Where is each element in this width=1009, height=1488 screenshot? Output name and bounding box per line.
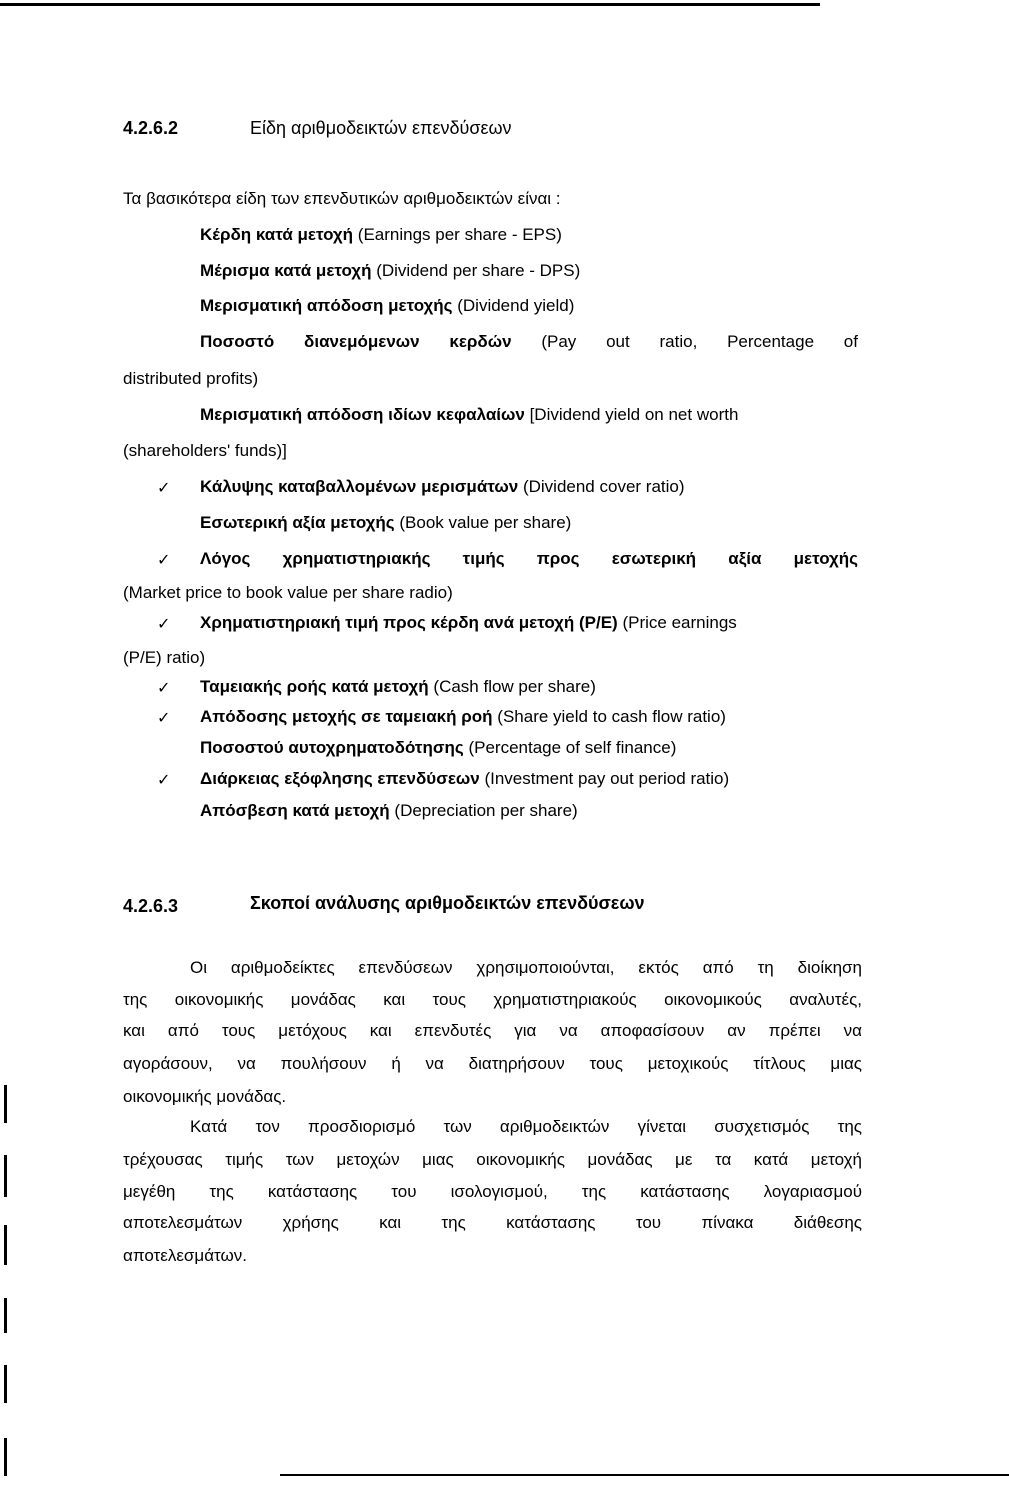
- item-english: (Dividend cover ratio): [522, 477, 685, 496]
- section-number: 4.2.6.2: [123, 118, 179, 138]
- checkmark-icon: ✓: [157, 772, 171, 789]
- item-english: (Dividend per share - DPS): [376, 261, 581, 280]
- intro-text: Τα βασικότερα είδη των επενδυτικών αριθμοδεικτών είναι :: [123, 189, 561, 208]
- item-greek: Κάλυψης καταβαλλομένων μερισμάτων: [200, 477, 519, 496]
- item-greek: Απόσβεση κατά μετοχή: [200, 801, 390, 820]
- checkmark-icon: ✓: [157, 616, 171, 633]
- checkmark-icon: ✓: [157, 710, 171, 727]
- section-title: Είδη αριθμοδεικτών επενδύσεων: [250, 118, 512, 138]
- item-greek: Μέρισμα κατά μετοχή: [200, 261, 372, 280]
- item-greek: Κέρδη κατά μετοχή: [200, 225, 354, 244]
- list-item: [200, 332, 858, 352]
- item-english: (Investment pay out period ratio): [484, 769, 730, 788]
- item-greek: Μερισματική απόδοση μετοχής: [200, 296, 453, 315]
- paragraph-line: αποτελεσμάτων.: [123, 1246, 247, 1265]
- list-item-continuation: distributed profits): [123, 369, 259, 388]
- item-greek: Ταμειακής ροής κατά μετοχή: [200, 677, 429, 696]
- list-item: [200, 801, 578, 821]
- paragraph-line: Κατά τον προσδιορισμό των αριθμοδεικτών γίνεται συσχετισμός της: [190, 1117, 862, 1136]
- list-item-continuation: (P/E) ratio): [123, 648, 206, 667]
- item-english: (Cash flow per share): [433, 677, 596, 696]
- list-item: [200, 613, 737, 633]
- paragraph-line: αποτελεσμάτων χρήσης και της κατάστασης του πίνακα διάθεσης: [123, 1213, 862, 1232]
- list-item-continuation: (Market price to book value per share radio): [123, 583, 453, 602]
- list-item: [200, 513, 571, 533]
- margin-mark: [4, 1438, 7, 1476]
- list-item: [200, 707, 726, 727]
- list-item: [200, 677, 596, 697]
- margin-mark: [4, 1085, 7, 1123]
- checkmark-icon: ✓: [157, 680, 171, 697]
- list-item-greek: Λόγος χρηματιστηριακής τιμής προς εσωτερική αξία μετοχής: [200, 549, 858, 568]
- section-title: Σκοποί ανάλυσης αριθμοδεικτών επενδύσεων: [250, 893, 645, 913]
- checkmark-icon: ✓: [157, 552, 171, 569]
- item-english: (Price earnings: [622, 613, 737, 632]
- item-english: (Book value per share): [399, 513, 572, 532]
- item-greek: Απόδοσης μετοχής σε ταμειακή ροή: [200, 707, 493, 726]
- list-item: [200, 769, 729, 789]
- list-item: [200, 225, 562, 245]
- item-greek: Χρηματιστηριακή τιμή προς κέρδη ανά μετοχή (P/E): [200, 613, 618, 632]
- list-item: [200, 405, 738, 425]
- list-item: [200, 296, 574, 316]
- paragraph-line: Οι αριθμοδείκτες επενδύσεων χρησιμοποιούνται, εκτός από τη διοίκηση: [190, 958, 862, 977]
- list-item: [200, 261, 580, 281]
- paragraph-line: αγοράσουν, να πουλήσουν ή να διατηρήσουν τους μετοχικούς τίτλους μιας: [123, 1054, 862, 1073]
- margin-mark: [4, 1225, 7, 1265]
- section-number: 4.2.6.3: [123, 896, 179, 916]
- item-english: [Dividend yield on net worth: [529, 405, 739, 424]
- list-item: [200, 738, 676, 758]
- item-english: (Percentage of self finance): [468, 738, 677, 757]
- margin-mark: [4, 1365, 7, 1403]
- item-english: (Share yield to cash flow ratio): [497, 707, 726, 726]
- paragraph-line: οικονομικής μονάδας.: [123, 1087, 287, 1106]
- item-english: (Pay out ratio, Percentage of: [541, 332, 858, 351]
- paragraph-line: μεγέθη της κατάστασης του ισολογισμού, της κατάστασης λογαριασμού: [123, 1182, 862, 1201]
- item-greek: Ποσοστό διανεμόμενων κερδών: [200, 332, 512, 351]
- top-border-line: [0, 3, 820, 6]
- margin-mark: [4, 1298, 7, 1333]
- item-greek: Διάρκειας εξόφλησης επενδύσεων: [200, 769, 480, 788]
- paragraph-line: τρέχουσας τιμής των μετοχών μιας οικονομικής μονάδας με τα κατά μετοχή: [123, 1150, 862, 1169]
- bottom-border-line: [280, 1474, 1009, 1476]
- item-english: (Dividend yield): [457, 296, 575, 315]
- item-english: (Earnings per share - EPS): [357, 225, 562, 244]
- list-item-continuation: (shareholders' funds)]: [123, 441, 287, 460]
- paragraph-line: και από τους μετόχους και επενδυτές για να αποφασίσουν αν πρέπει να: [123, 1021, 862, 1040]
- item-greek: Εσωτερική αξία μετοχής: [200, 513, 395, 532]
- list-item: [200, 477, 685, 497]
- item-greek: Μερισματική απόδοση ιδίων κεφαλαίων: [200, 405, 525, 424]
- item-greek: Ποσοστού αυτοχρηματοδότησης: [200, 738, 464, 757]
- margin-mark: [4, 1155, 7, 1197]
- paragraph-line: της οικονομικής μονάδας και τους χρηματιστηριακούς οικονομικούς αναλυτές,: [123, 990, 862, 1009]
- checkmark-icon: ✓: [157, 480, 171, 497]
- item-english: (Depreciation per share): [394, 801, 578, 820]
